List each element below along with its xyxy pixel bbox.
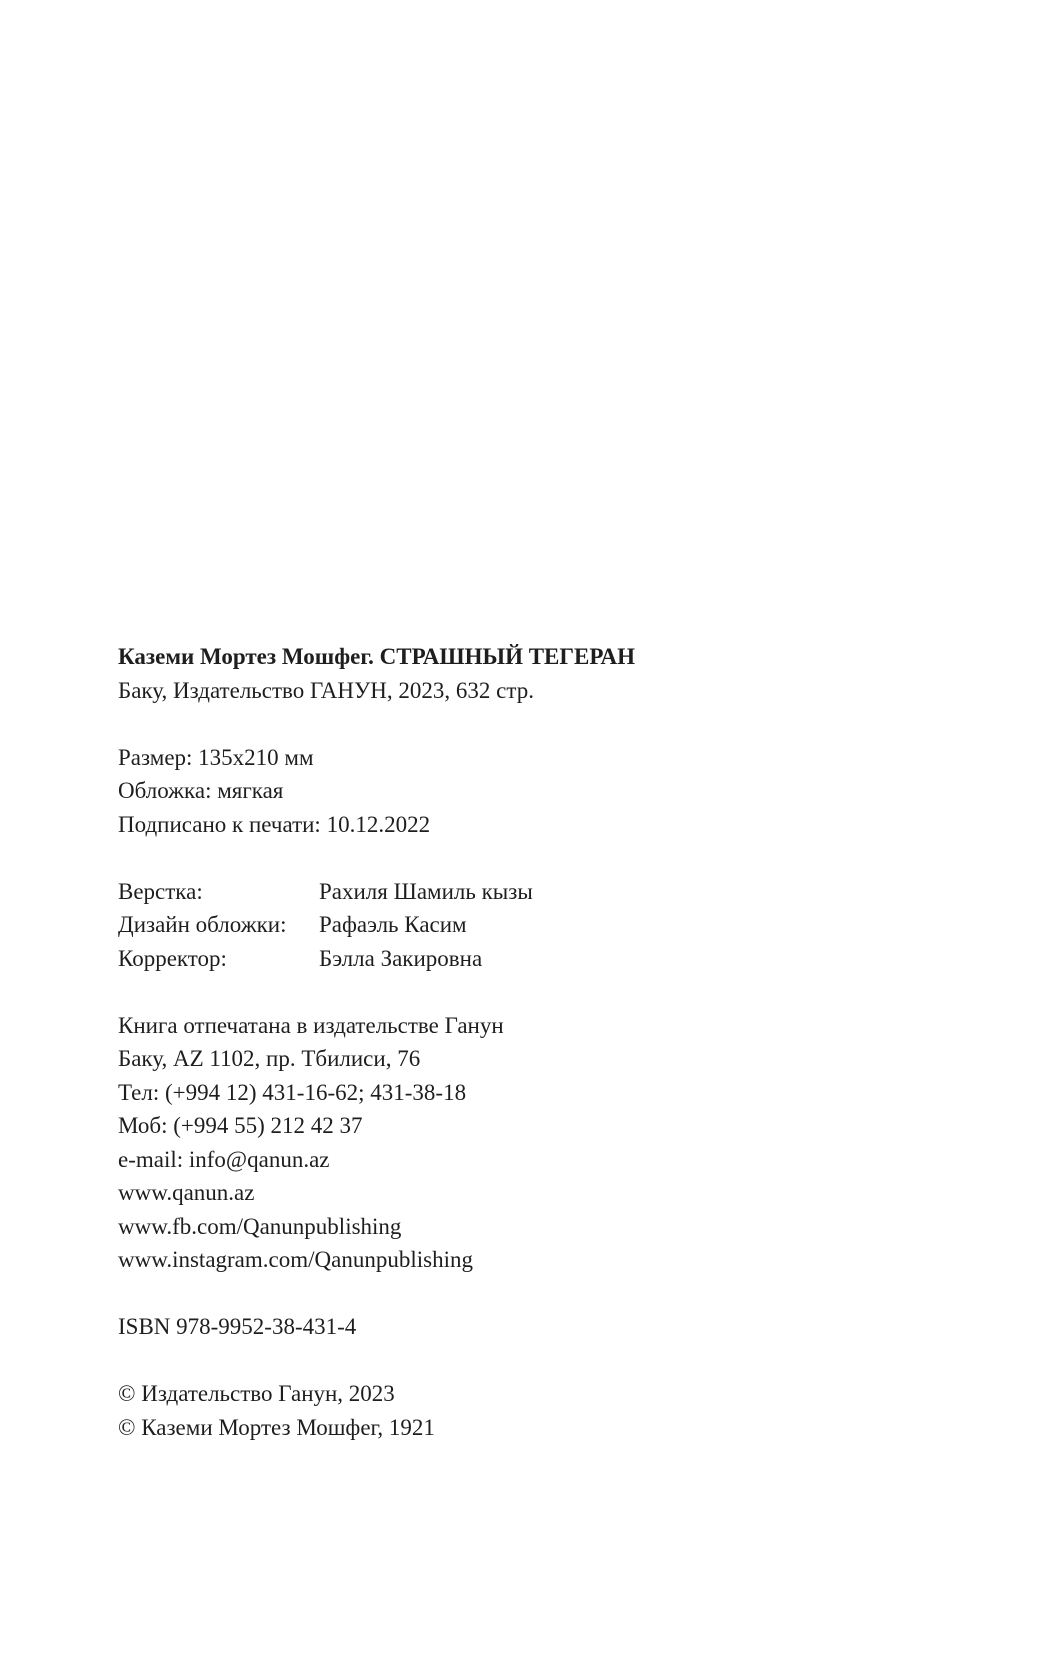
printer-email: e-mail: info@qanun.az	[118, 1146, 330, 1172]
spec-cover: Обложка: мягкая	[118, 778, 284, 803]
printer-phone: Тел: (+994 12) 431-16-62; 431-38-18	[118, 1079, 467, 1105]
credit-name: Рафаэль Касим	[319, 912, 467, 937]
printer-facebook: www.fb.com/Qanunpublishing	[118, 1213, 402, 1239]
spec-print-date: Подписано к печати: 10.12.2022	[118, 811, 431, 837]
credit-role: Верстка:	[118, 878, 203, 904]
credit-row	[118, 908, 938, 942]
credits-block	[118, 875, 938, 976]
copyright-publisher: © Издательство Ганун, 2023	[118, 1381, 395, 1406]
specs-block	[118, 741, 938, 842]
printer-address: Баку, AZ 1102, пр. Тбилиси, 76	[118, 1046, 421, 1071]
credit-row	[118, 875, 938, 909]
title-block	[118, 640, 938, 707]
copyright-block	[118, 1377, 938, 1444]
isbn-block	[118, 1310, 938, 1344]
printer-name: Книга отпечатана в издательстве Ганун	[118, 1012, 504, 1038]
book-title: Каземи Мортез Мошфег. СТРАШНЫЙ ТЕГЕРАН	[118, 644, 635, 669]
spec-size: Размер: 135х210 мм	[118, 744, 314, 770]
credit-role: Дизайн обложки:	[118, 912, 287, 937]
credit-name: Бэлла Закировна	[319, 945, 483, 971]
credit-row	[118, 942, 938, 976]
publication-line: Баку, Издательство ГАНУН, 2023, 632 стр.	[118, 677, 534, 703]
printer-instagram: www.instagram.com/Qanunpublishing	[118, 1247, 473, 1272]
copyright-author: © Каземи Мортез Мошфег, 1921	[118, 1414, 435, 1440]
credit-role: Корректор:	[118, 945, 227, 971]
imprint-block	[118, 640, 938, 1444]
isbn: ISBN 978-9952-38-431-4	[118, 1314, 357, 1339]
printer-website: www.qanun.az	[118, 1180, 255, 1205]
credit-name: Рахиля Шамиль кызы	[319, 878, 533, 904]
printer-block	[118, 1009, 938, 1277]
printer-mobile: Моб: (+994 55) 212 42 37	[118, 1113, 363, 1138]
